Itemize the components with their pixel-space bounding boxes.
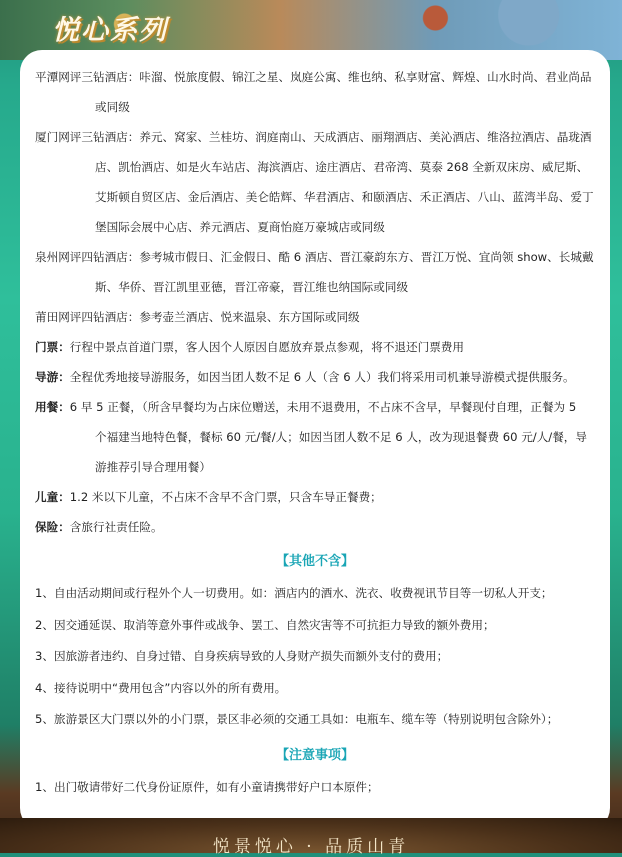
hotel-text: 咔溜、悦旅度假、锦江之星、岚庭公寓、维也纳、私享财富、辉煌、山水时尚、君业尚品 bbox=[139, 70, 592, 84]
note-label: 儿童： bbox=[35, 490, 70, 504]
hotel-region-label: 莆田网评四钻酒店： bbox=[35, 310, 140, 324]
note-text: 6 早 5 正餐，（所含早餐均为占床位赠送，未用不退费用，不占床不含早，早餐现付自理，正餐为 5 bbox=[69, 400, 577, 414]
note-text: 全程优秀地接导游服务，如因当团人数不足 6 人（含 6 人）我们将采用司机兼导游模式提供服务。 bbox=[69, 370, 575, 384]
note-label: 门票： bbox=[35, 340, 70, 354]
hotel-text: 参考城市假日、汇金假日、酷 6 酒店、晋江豪韵东方、晋江万悦、宜尚领 show、长城戴 bbox=[139, 250, 594, 264]
hotel-pingtan bbox=[35, 62, 595, 92]
hotel-quanzhou bbox=[35, 242, 595, 272]
hotel-xiamen bbox=[35, 122, 595, 152]
note-tickets bbox=[35, 332, 595, 362]
hotel-putian bbox=[35, 302, 595, 332]
hotel-region-label: 平潭网评三钻酒店： bbox=[35, 70, 140, 84]
note-text: 含旅行社责任险。 bbox=[69, 520, 163, 534]
note-text: 行程中景点首道门票，客人因个人原因自愿放弃景点参观，将不退还门票费用 bbox=[69, 340, 464, 354]
list-item: 1、自由活动期间或行程外个人一切费用。如：酒店内的酒水、洗衣、收费视讯节目等一切私人开支； bbox=[35, 586, 553, 600]
note-children bbox=[35, 482, 595, 512]
hotel-region-label: 泉州网评四钻酒店： bbox=[35, 250, 140, 264]
hotel-region-label: 厦门网评三钻酒店： bbox=[35, 130, 140, 144]
hotel-section bbox=[35, 62, 595, 332]
attention-title: 【注意事项】 bbox=[275, 747, 354, 763]
note-insurance bbox=[35, 512, 595, 542]
note-guide bbox=[35, 362, 595, 392]
list-item: 1、出门敬请带好二代身份证原件，如有小童请携带好户口本原件； bbox=[35, 779, 379, 794]
hotel-text: 养元、窝家、兰桂坊、润庭南山、天成酒店、丽翔酒店、美沁酒店、维洛拉酒店、晶珑酒 bbox=[139, 130, 592, 144]
list-item: 5、旅游景区大门票以外的小门票，景区非必须的交通工具如：电瓶车、缆车等（特别说明包含除外）； bbox=[35, 712, 559, 726]
notes-section bbox=[35, 332, 595, 542]
brand-title: 悦心系列 bbox=[52, 15, 168, 46]
excluded-list bbox=[35, 578, 595, 736]
list-item: 2、因交通延误、取消等意外事件或战争、罢工、自然灾害等不可抗拒力导致的额外费用； bbox=[35, 617, 495, 632]
attention-list bbox=[35, 772, 595, 804]
note-text-cont: 游推荐引导合理用餐） bbox=[95, 460, 211, 474]
excluded-title: 【其他不含】 bbox=[275, 554, 354, 569]
content-card bbox=[20, 50, 610, 830]
note-label: 用餐： bbox=[35, 400, 70, 414]
note-text-cont: 个福建当地特色餐，餐标 60 元/餐/人；如因当团人数不足 6 人，改为现退餐费 60 元/人/餐，导 bbox=[95, 430, 587, 444]
hotel-text: 参考壶兰酒店、悦来温泉、东方国际或同级 bbox=[139, 310, 360, 324]
hotel-text-cont: 或同级 bbox=[95, 100, 130, 114]
note-meals bbox=[35, 392, 595, 422]
content-body bbox=[35, 62, 595, 803]
hotel-text-cont: 艾斯顿自贸区店、金后酒店、美仑皓辉、华君酒店、和颐酒店、禾正酒店、八山、蓝湾半岛、爱丁 bbox=[95, 190, 594, 204]
list-item: 4、接待说明中“费用包含”内容以外的所有费用。 bbox=[35, 680, 287, 695]
footer-slogan: 悦景悦心 · 品质山青 bbox=[212, 837, 410, 857]
hotel-text-cont: 店、凯怡酒店、如是火车站店、海滨酒店、途庄酒店、君帝湾、莫泰 268 全新双床房、威尼斯、 bbox=[95, 160, 589, 174]
hotel-text-cont: 堡国际会展中心店、养元酒店、夏商怡庭万豪城店或同级 bbox=[95, 220, 385, 234]
note-label: 保险： bbox=[35, 520, 70, 534]
note-text: 1.2 米以下儿童，不占床不含早不含门票，只含车导正餐费； bbox=[69, 490, 382, 504]
list-item: 3、因旅游者违约、自身过错、自身疾病导致的人身财产损失而额外支付的费用； bbox=[35, 649, 449, 663]
note-label: 导游： bbox=[35, 370, 70, 384]
hotel-text-cont: 斯、华侨、晋江凯里亚德，晋江帝豪，晋江维也纳国际或同级 bbox=[95, 280, 409, 294]
